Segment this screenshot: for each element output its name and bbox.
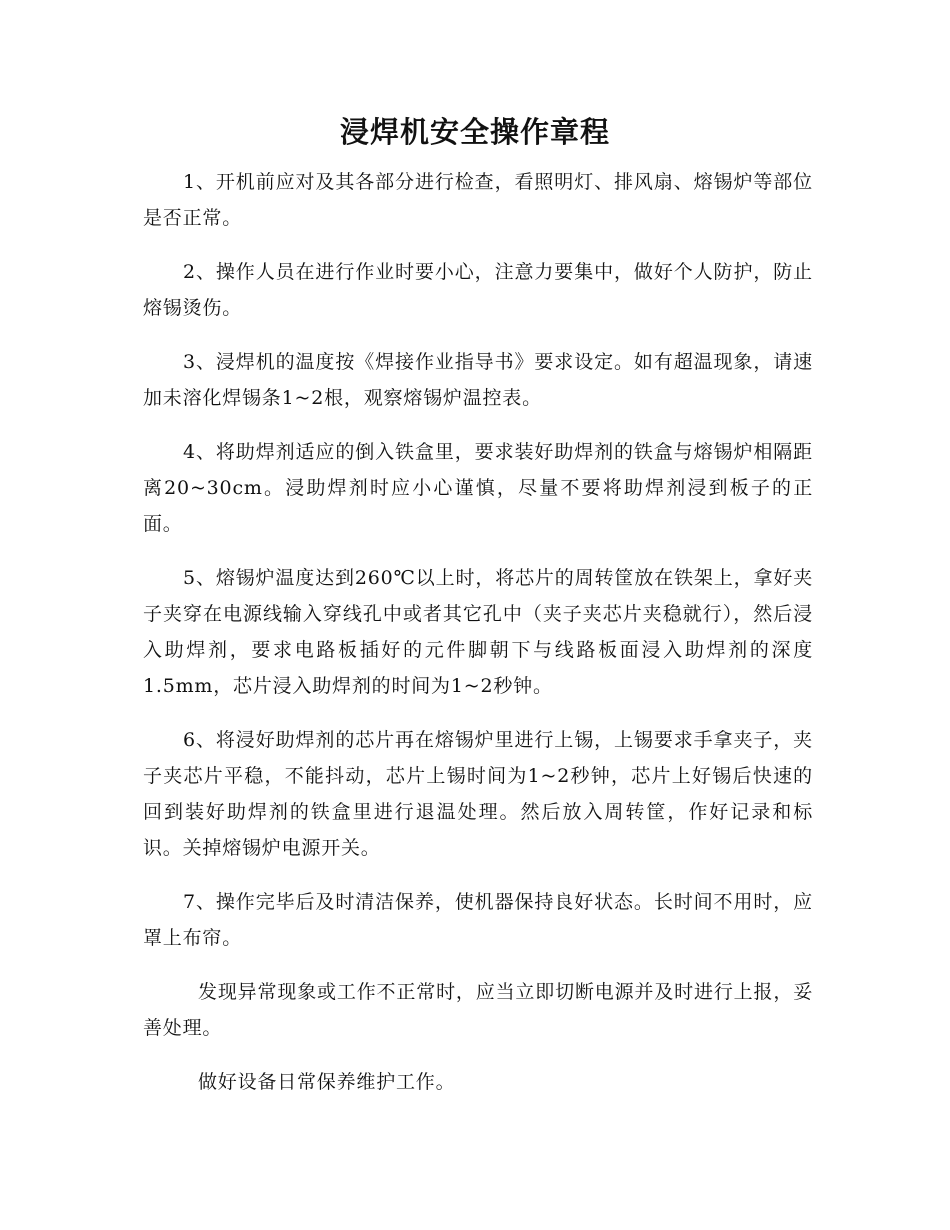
paragraph-maintenance: 做好设备日常保养维护工作。	[198, 1071, 456, 1093]
paragraph-1: 1、开机前应对及其各部分进行检查，看照明灯、排风扇、熔锡炉等部位是否正常。	[143, 171, 813, 229]
document-body	[143, 164, 813, 1118]
paragraph-4: 4、将助焊剂适应的倒入铁盒里，要求装好助焊剂的铁盒与熔锡炉相隔距离20~30cm。浸助焊剂时应小心谨慎，尽量不要将助焊剂浸到板子的正面。	[143, 441, 813, 535]
paragraph-7: 7、操作完毕后及时清洁保养，使机器保持良好状态。长时间不用时，应罩上布帘。	[143, 891, 813, 949]
paragraph-5: 5、熔锡炉温度达到260℃以上时，将芯片的周转筐放在铁架上，拿好夹子夹穿在电源线输入穿线孔中或者其它孔中（夹子夹芯片夹稳就行），然后浸入助焊剂，要求电路板插好的元件脚朝下与线路板面浸入助焊剂的深度1.5mm，芯片浸入助焊剂的时间为1~2秒钟。	[143, 567, 813, 697]
paragraph-6: 6、将浸好助焊剂的芯片再在熔锡炉里进行上锡，上锡要求手拿夹子，夹子夹芯片平稳，不能抖动，芯片上锡时间为1~2秒钟，芯片上好锡后快速的回到装好助焊剂的铁盒里进行退温处理。然后放入周转筐，作好记录和标识。关掉熔锡炉电源开关。	[143, 729, 813, 859]
paragraph-2: 2、操作人员在进行作业时要小心，注意力要集中，做好个人防护，防止熔锡烫伤。	[143, 261, 813, 319]
paragraph-3: 3、浸焊机的温度按《焊接作业指导书》要求设定。如有超温现象，请速加未溶化焊锡条1~2根，观察熔锡炉温控表。	[143, 351, 813, 409]
document-title: 浸焊机安全操作章程	[339, 115, 610, 149]
paragraph-abnormal-handling: 发现异常现象或工作不正常时，应当立即切断电源并及时进行上报，妥善处理。	[143, 981, 813, 1039]
